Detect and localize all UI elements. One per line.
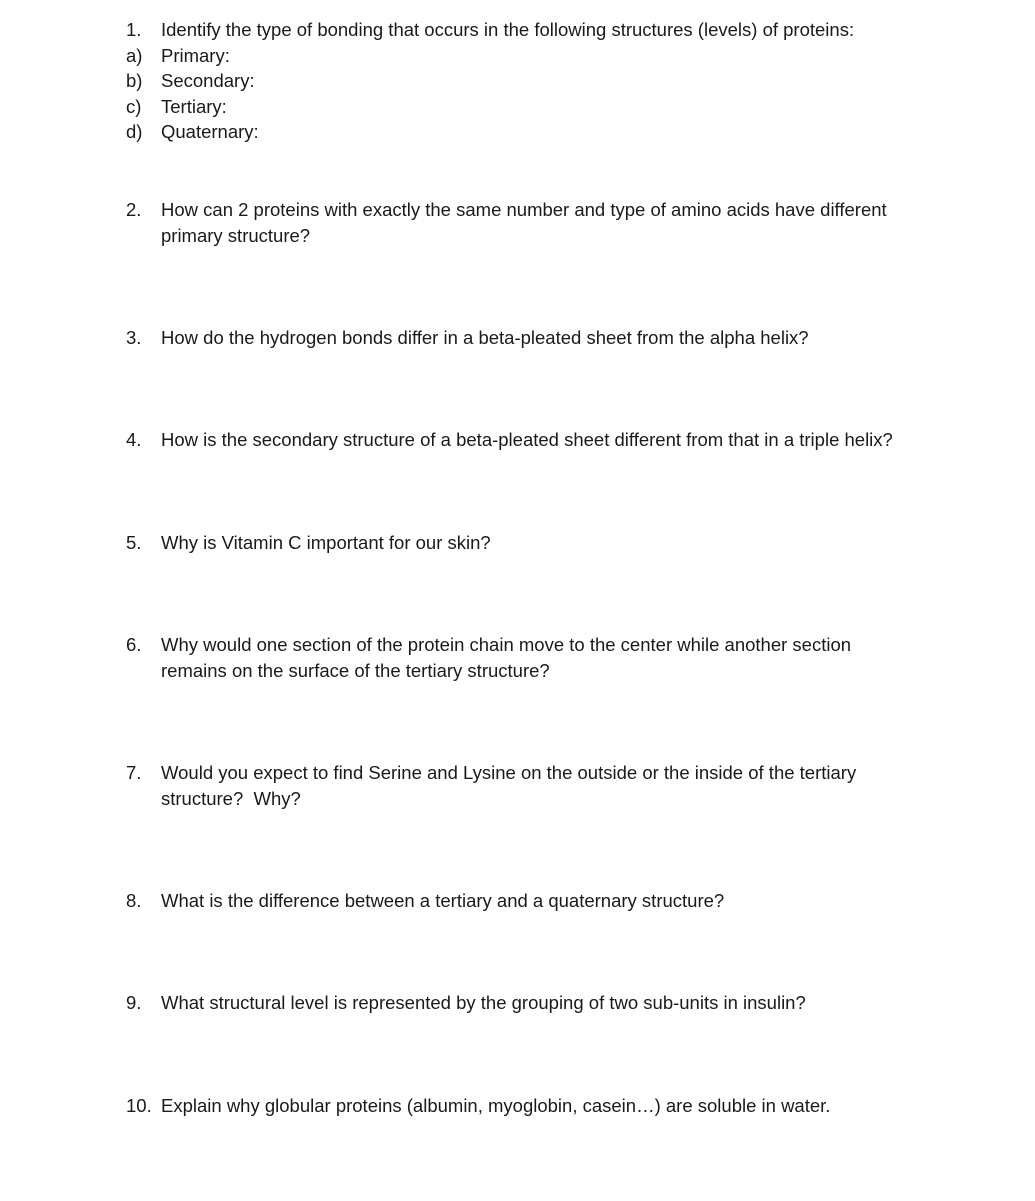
question-number: 8. xyxy=(126,890,142,911)
question-number: 9. xyxy=(126,992,142,1013)
part-label: d) xyxy=(126,121,143,142)
question-1-part-c xyxy=(126,94,946,120)
question-7 xyxy=(126,760,946,811)
question-text-line-2: primary structure? xyxy=(161,224,311,246)
question-text: Identify the type of bonding that occurs in the following structures (levels) of proteins: xyxy=(161,19,855,40)
question-number: 5. xyxy=(126,532,142,553)
part-label: c) xyxy=(126,95,142,117)
question-1-part-a xyxy=(126,43,946,69)
question-text-line-2: remains on the surface of the tertiary structure? xyxy=(161,659,550,681)
question-text-line-1: Explain why globular proteins (albumin, myoglobin, casein…) are soluble in water. xyxy=(161,1095,831,1116)
part-label: a) xyxy=(126,44,143,66)
question-number: 1. xyxy=(126,19,142,40)
question-text-line-1: How do the hydrogen bonds differ in a beta-pleated sheet from the alpha helix? xyxy=(161,327,809,348)
part-text: Tertiary: xyxy=(161,95,227,117)
part-text: Primary: xyxy=(161,44,230,66)
question-5 xyxy=(126,530,946,556)
question-4 xyxy=(126,427,946,453)
question-number: 7. xyxy=(126,762,142,783)
question-text-line-1: How is the secondary structure of a beta-pleated sheet different from that in a triple helix? xyxy=(161,429,893,450)
part-label: b) xyxy=(126,70,143,91)
question-1-part-d xyxy=(126,119,946,145)
question-text-line-1: Would you expect to find Serine and Lysine on the outside or the inside of the tertiary xyxy=(161,762,857,783)
question-text-line-1: What is the difference between a tertiary and a quaternary structure? xyxy=(161,890,725,911)
question-6 xyxy=(126,632,946,683)
question-9 xyxy=(126,990,946,1016)
question-text-line-1: Why is Vitamin C important for our skin? xyxy=(161,532,491,553)
question-text-line-1: How can 2 proteins with exactly the same number and type of amino acids have different xyxy=(161,199,887,220)
question-1 xyxy=(126,17,946,145)
question-3 xyxy=(126,325,946,351)
question-text-line-1: What structural level is represented by the grouping of two sub-units in insulin? xyxy=(161,992,806,1013)
part-text: Quaternary: xyxy=(161,121,259,142)
question-text-line-2: structure? Why? xyxy=(161,787,301,809)
question-8 xyxy=(126,888,946,914)
question-text-line-1: Why would one section of the protein chain move to the center while another section xyxy=(161,634,852,655)
question-2 xyxy=(126,197,946,248)
part-text: Secondary: xyxy=(161,70,255,91)
question-10 xyxy=(126,1093,946,1119)
question-number: 10. xyxy=(126,1095,152,1116)
question-1-part-b xyxy=(126,68,946,94)
question-number: 3. xyxy=(126,327,142,348)
question-number: 6. xyxy=(126,634,142,655)
question-number: 2. xyxy=(126,199,142,220)
question-number: 4. xyxy=(126,429,142,450)
